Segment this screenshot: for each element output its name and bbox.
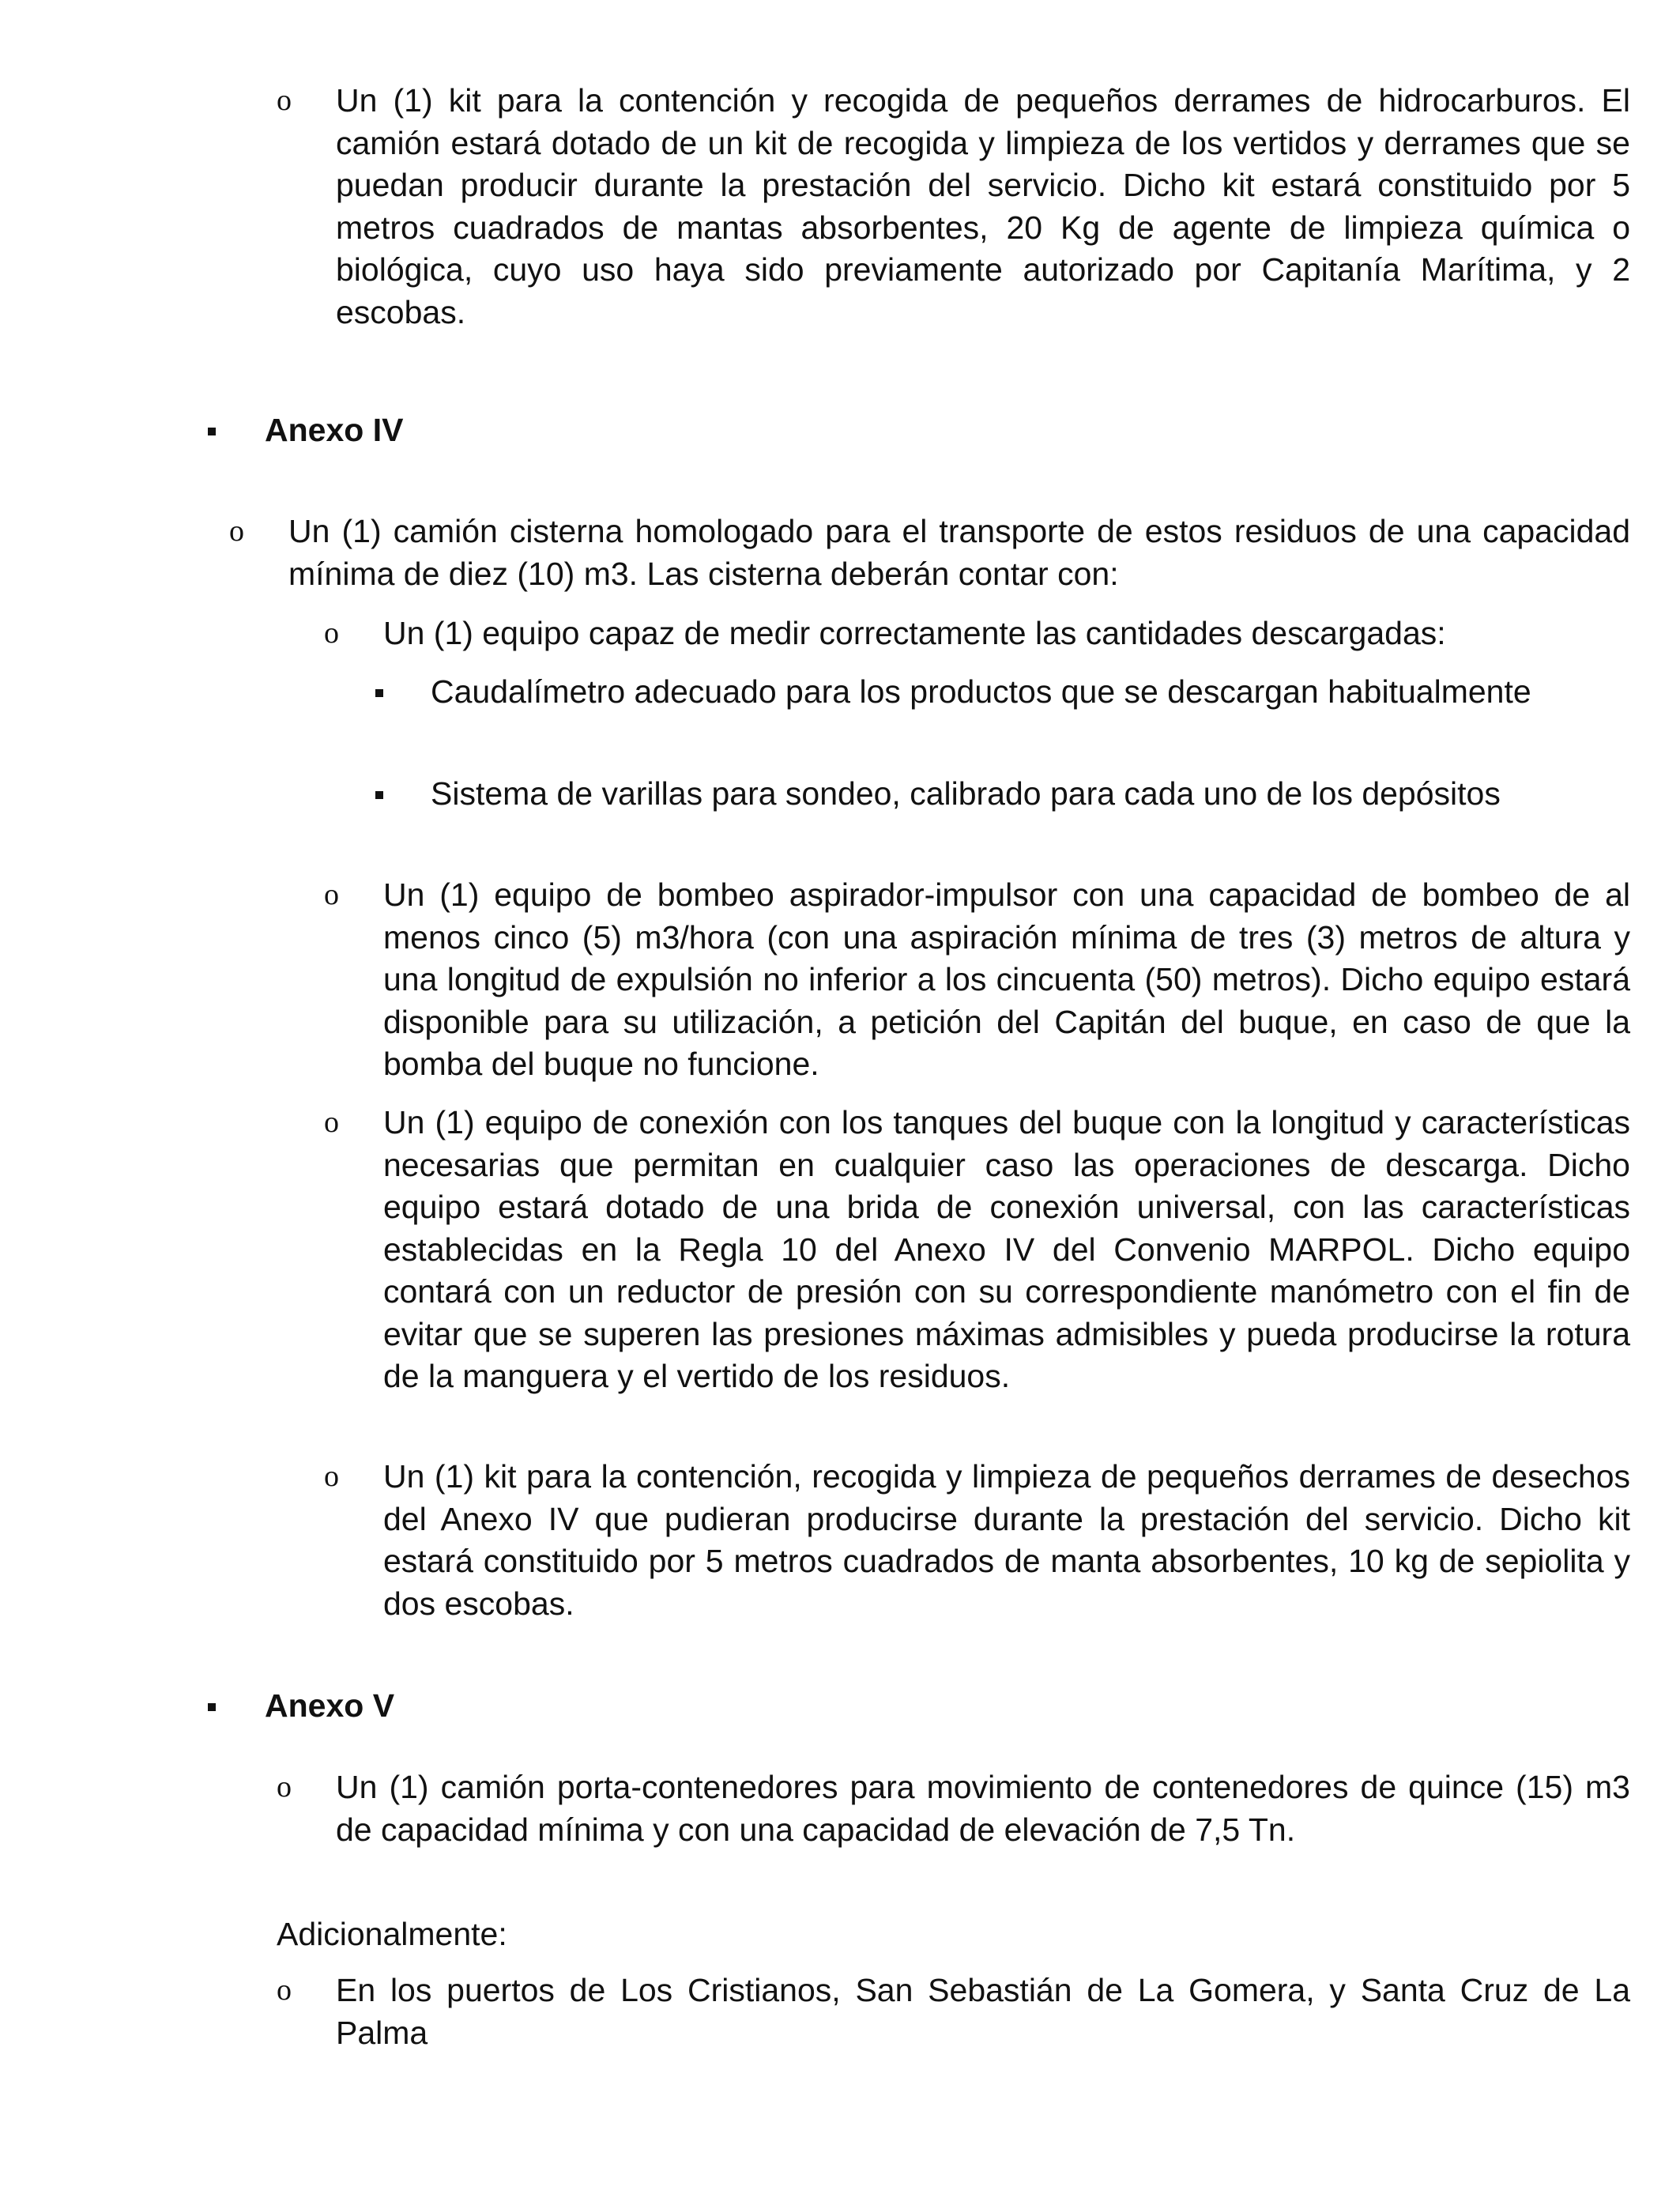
additionally-label: Adicionalmente: [277,1916,507,1952]
section-bullet-square [208,1703,216,1711]
list-bullet-o: o [324,1460,339,1493]
list-bullet-o: o [324,1106,339,1139]
list-bullet-o: o [277,1770,292,1804]
list-item-measuring-equipment: Un (1) equipo capaz de medir correctamente las cantidades descargadas: [383,615,1446,651]
list-bullet-o: o [324,878,339,911]
list-bullet-o: o [324,616,339,650]
list-bullet-o: o [277,84,292,117]
list-bullet-o: o [229,515,244,548]
section-heading-anexo-v: Anexo V [265,1687,395,1724]
list-item-spill-kit-hydrocarbons: Un (1) kit para la contención y recogida de pequeños derrames de hidrocarburos. El camión estará dotado de un kit de recogida y limpieza de los vertidos y derrames que se puedan producir durante la prestación del servicio. Dicho kit estará constituido por 5 metros cuadrados de mantas absorbentes, 20 Kg de agente de limpieza química o biológica, cuyo uso haya sido previamente autorizado por Capitanía Marítima, y 2 escobas. [336,82,1630,330]
sub-bullet-square [375,689,383,697]
list-bullet-o: o [277,1973,292,2007]
list-item-tank-truck: Un (1) camión cisterna homologado para el transporte de estos residuos de una capacidad mínima de diez (10) m3. Las cisterna deberán contar con: [288,513,1630,592]
sub-item-dipstick-rods: Sistema de varillas para sondeo, calibrado para cada uno de los depósitos [431,775,1501,812]
list-item-connection-equipment: Un (1) equipo de conexión con los tanques del buque con la longitud y características necesarias que permitan en cualquier caso las operaciones de descarga. Dicho equipo estará dotado de una brida de conexión universal, con las características establecidas en la Regla 10 del Anexo IV del Convenio MARPOL. Dicho equipo contará con un reductor de presión con su correspondiente manómetro con el fin de evitar que se superen las presiones máximas admisibles y pueda producirse la rotura de la manguera y el vertido de los residuos. [383,1104,1630,1394]
section-bullet-square [208,428,216,435]
sub-item-flowmeter: Caudalímetro adecuado para los productos que se descargan habitualmente [431,673,1531,710]
list-item-container-truck: Un (1) camión porta-contenedores para movimiento de contenedores de quince (15) m3 de capacidad mínima y con una capacidad de elevación de 7,5 Tn. [336,1769,1630,1848]
list-item-ports: En los puertos de Los Cristianos, San Sebastián de La Gomera, y Santa Cruz de La Palma [336,1972,1630,2051]
list-item-pump-equipment: Un (1) equipo de bombeo aspirador-impulsor con una capacidad de bombeo de al menos cinco (5) m3/hora (con una aspiración mínima de tres (3) metros de altura y una longitud de expulsión no inferior a los cincuenta (50) metros). Dicho equipo estará disponible para su utilización, a petición del Capitán del buque, en caso de que la bomba del buque no funcione. [383,876,1630,1082]
sub-bullet-square [375,791,383,799]
section-heading-anexo-iv: Anexo IV [265,412,404,448]
list-item-spill-kit-anexo-iv: Un (1) kit para la contención, recogida y limpieza de pequeños derrames de desechos del Anexo IV que pudieran producirse durante la prestación del servicio. Dicho kit estará constituido por 5 metros cuadrados de manta absorbentes, 10 kg de sepiolita y dos escobas. [383,1458,1630,1622]
